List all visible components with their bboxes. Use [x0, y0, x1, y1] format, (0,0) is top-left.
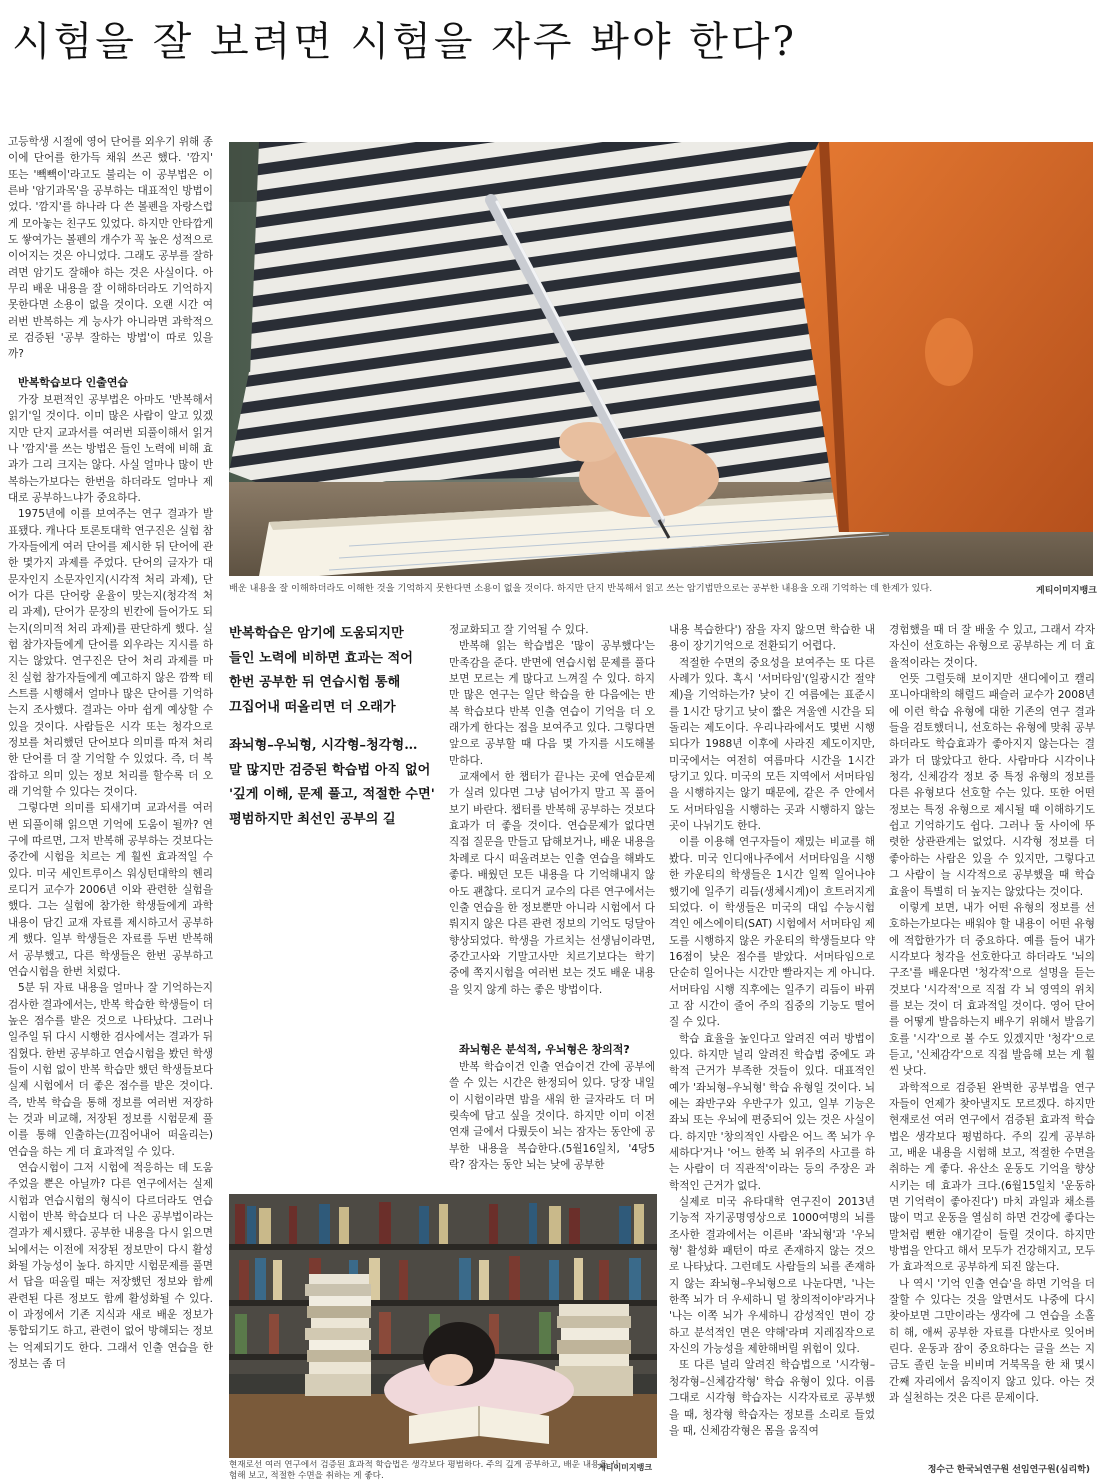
paragraph: 학습 효율을 높인다고 알려진 여러 방법이 있다. 하지만 널리 알려진 학습법 중에도 과학적 근거가 부족한 것들이 있다. 대표적인 예가 '좌뇌형–우뇌형' 학습 유형일 것이다. 뇌에는 좌반구와 우반구가 있고, 일부 기능은 좌뇌 또는 우뇌에 편중되어 있는 것은 사실이다. 하지만 '창의적인 사람은 어느 쪽 뇌가 우세하다'거나 '어느 한쪽 뇌 위주의 사고를 하는 사람이 더 직관적'이라는 등의 주장은 과학적인 근거가 없다.	[669, 1032, 875, 1192]
paragraph: 적절한 수면의 중요성을 보여주는 또 다른 사례가 있다. 혹시 '서머타임'(일광시간 절약제)을 기억하는가? 낮이 긴 여름에는 표준시를 1시간 당기고 낮이 짧은 겨울엔 시간을 되돌리는 제도이다. 우리나라에서도 몇번 시행되다가 1988년 이후에 사라진 제도이지만, 미국에서는 여전히 여름마다 시간을 1시간 당기고 있다. 미국의 모든 지역에서 서머타임을 시행하지는 않기 때문에, 같은 주 안에서도 서머타임을 시행하는 곳과 시행하지 않는 곳이 나뉘기도 한다.	[669, 656, 875, 833]
pull-quote-line: 한번 공부한 뒤 연습시험 통해	[229, 675, 401, 690]
paragraph: 반복해 읽는 학습법은 '많이 공부했다'는 만족감을 준다. 반면에 연습시험 문제를 풀다 보면 모르는 게 많다고 느껴질 수 있다. 하지만 많은 연구는 일단 학습을 한 다음에는 반복 학습보다 반복 인출 연습이 기억을 더 오래가게 한다는 점을 보여주고 있다. 그렇다면 앞으로 공부할 때 다음 몇 가지를 시도해볼 만하다.	[449, 640, 655, 767]
article-column-2	[449, 622, 655, 1042]
pull-quote-line: 반복학습은 암기에 도움되지만	[229, 626, 404, 641]
paragraph: 과학적으로 검증된 완벽한 공부법을 연구자들이 언제가 찾아낼지도 모르겠다. 하지만 현재로선 여러 연구에서 검증된 효과적 학습법은 생각보다 평범하다. 주의 깊게 공부하고, 배운 내용을 시험해 보고, 적절한 수면을 취하는 게 좋다. 유산소 운동도 기억을 향상시키는 데 효과가 크다.(6월15일치 '운동하면 기억력이 좋아진다') 마치 과일과 채소를 많이 먹고 운동을 열심히 하면 건강에 좋다는 말처럼 뻔한 얘기같이 들릴 것이다. 하지만 방법을 안다고 해서 모두가 건강해지고, 모두가 효과적으로 공부하게 되진 않는다.	[889, 1081, 1095, 1274]
pull-quote-line: 끄집어내 떠올리면 더 오래가	[229, 699, 396, 715]
paragraph: 실제로 미국 유타대학 연구진이 2013년 기능적 자기공명영상으로 1000여명의 뇌를 조사한 결과에서는 이른바 '좌뇌형'과 '우뇌형' 활성화 패턴이 따로 존재하지 않는 것으로 나타났다. 그런데도 사람들의 뇌를 존재하지 않는 좌뇌형–우뇌형으로 나눈다면, '나는 한쪽 뇌가 더 우세하니 덜 창의적이야'라거나 '나는 이쪽 뇌가 우세하니 감성적인 면이 강하고 분석적인 면은 약해'라며 지레짐작으로 자신의 가능성을 제한해버릴 위험이 있다.	[669, 1196, 875, 1356]
paragraph: 연습시험이 그저 시험에 적응하는 데 도움 주었을 뿐은 아닐까? 다른 연구에서는 실제 시험과 연습시험의 형식이 다르더라도 연습시험이 반복 학습보다 더 나은 공부법이라는 결과가 제시됐다. 공부한 내용을 다시 읽으면 뇌에서는 이전에 저장된 정보만이 다시 활성화될 가능성이 높다. 하지만 시험문제를 풀면서 답을 떠올릴 때는 저장했던 정보와 함께 관련된 다른 정보도 함께 활성화될 수 있다. 이 과정에서 기존 지식과 새로 배운 정보가 통합되기도 하고, 관련이 없어 방해되는 정보는 억제되기도 한다. 그래서 인출 연습을 한 정보는 좀 더	[8, 1161, 213, 1371]
photo1-credit: 게티이미지뱅크	[1036, 586, 1097, 596]
pull-quote-line: 말 많지만 검증된 학습법 아직 없어	[229, 762, 431, 778]
paragraph: 반복 학습이건 인출 연습이건 간에 공부에 쓸 수 있는 시간은 한정되어 있다. 당장 내일이 시험이라면 밤을 새워 한 글자라도 더 머릿속에 담고 싶을 것이다. 하지만 이미 이전 연재 글에서 다뤘듯이 뇌는 잠자는 동안에 공부한 내용을 복습한다.(5월16일치, '4당5락? 잠자는 동안 뇌는 낮에 공부한	[449, 1061, 655, 1172]
paragraph: 또 다른 널리 알려진 학습법으로 '시각형–청각형–신체감각형' 학습 유형이 있다. 이름 그대로 시각형 학습자는 시각자료로 공부했을 때, 청각형 학습자는 정보를 소리로 들었을 때, 신체감각형은 몸을 움직여	[669, 1359, 875, 1437]
paragraph: 그렇다면 의미를 되새기며 교과서를 여러번 되풀이해 읽으면 기억에 도움이 될까? 연구에 따르면, 그저 반복해 공부하는 것보다는 중간에 시험을 치르는 게 훨씬 효과적일 수 있다. 미국 세인트루이스 워싱턴대학의 헨리 로디거 교수가 2006년 이와 관련한 실험을 했다. 그는 실험에 참가한 학생들에게 과학 내용이 담긴 교재 자료를 제시하고서 공부하게 했다. 일부 학생들은 자료를 두번 반복해서 공부했고, 다른 학생들은 한번 공부하고 연습시험을 한번 치렀다.	[8, 802, 213, 978]
photo1-caption: 배운 내용을 잘 이해하더라도 이해한 것을 기억하지 못한다면 소용이 없을 것이다. 하지만 단지 반복해서 읽고 쓰는 암기법만으로는 공부한 내용을 오래 기억하는 데 한계가 있다.	[229, 583, 933, 594]
paragraph: 5분 뒤 자료 내용을 얼마나 잘 기억하는지 검사한 결과에서는, 반복 학습한 학생들이 더 높은 점수를 받은 것으로 나타났다. 그러나 일주일 뒤 다시 시행한 검사에서는 결과가 뒤집혔다. 한번 공부하고 연습시험을 봤던 학생들이 시험 없이 반복 학습만 했던 학생들보다 실제 시험에서 더 좋은 점수를 받은 것이다. 즉, 반복 학습을 통해 정보를 여러번 저장하는 것과 비교해, 저장된 정보를 시험문제 풀이를 통해 인출하는(끄집어내어 떠올리는) 연습을 하는 게 더 효과적일 수 있다.	[8, 982, 213, 1158]
article-column-1	[8, 134, 213, 1474]
pull-quote-line: 평범하지만 최선인 공부의 길	[229, 811, 396, 827]
subheading: 반복학습보다 인출연습	[18, 375, 129, 389]
pull-quote-line: 좌뇌형–우뇌형, 시각형–청각형…	[229, 738, 418, 753]
article-column-2-lower	[449, 1042, 655, 1178]
photo-student-library	[229, 1194, 657, 1458]
article-column-4	[889, 622, 1095, 1458]
photo2-caption: 현재로선 여러 연구에서 검증된 효과적 학습법은 생각보다 평범하다. 주의 깊게 공부하고, 배운 내용을 시험해 보고, 적절한 수면을 취하는 게 좋다.	[229, 1460, 619, 1481]
paragraph: 이렇게 보면, 내가 어떤 유형의 정보를 선호하는가보다는 배워야 할 내용이 어떤 유형에 적합한가가 더 중요하다. 예를 들어 내가 시각보다 청각을 선호한다고 하더라도 '뇌의 구조'를 배운다면 '청각적'으로 설명을 듣는 것보다 '시각적'으로 직접 각 뇌 영역의 위치를 보는 것이 더 효과적일 것이다. 영어 단어를 어떻게 발음하는지 배우기 위해서 발음기호를 '시각'으로 볼 수도 있겠지만 '청각'으로 듣고, '신체감각'으로 직접 발음해 보는 게 훨씬 낫다.	[889, 901, 1095, 1078]
paragraph: 정교화되고 잘 기억될 수 있다.	[449, 624, 589, 636]
byline: 정수근 한국뇌연구원 선임연구원(심리학)	[927, 1465, 1090, 1475]
photo2-credit: 게티이미지뱅크	[598, 1463, 653, 1472]
pull-quote-line: '깊게 이해, 문제 풀고, 적절한 수면'	[229, 787, 435, 802]
article-column-3	[669, 622, 875, 1478]
paragraph: 이를 이용해 연구자들이 재밌는 비교를 해봤다. 미국 인디애나주에서 서머타임을 시행한 카운티의 학생들은 1시간 일찍 일어나야 했기에 일주기 리듬(생체시계)이 흐트러지게 되었다. 이 학생들은 미국의 대입 수능시험 격인 에스에이티(SAT) 시험에서 서머타임 제도를 시행하지 않은 카운티의 학생들보다 약 16점이 낮은 점수를 받았다. 서머타임으로 단순히 일어나는 시간만 빨라지는 게 아니다. 서머타임 시행 직후에는 일주기 리듬이 바뀌고 잠 시간이 줄어 주의 집중의 기능도 떨어질 수 있다.	[669, 836, 875, 1029]
paragraph: 언뜻 그럴듯해 보이지만 샌디에이고 캘리포니아대학의 해럴드 패슬러 교수가 2008년에 이런 학습 유형에 대한 기존의 연구 결과들을 검토했더니, 선호하는 유형에 맞춰 공부하더라도 학습효과가 좋아지지 않는다는 결과가 더 많았다고 한다. 사람마다 시각이나 청각, 신체감각 정보 중 특정 유형의 정보를 다른 유형보다 선호할 수는 있다. 또한 어떤 정보는 특정 유형으로 제시될 때 이해하기도 쉽고 기억하기도 쉽다. 그러나 둘 사이에 뚜렷한 상관관계는 없었다. 시각형 정보를 더 좋아하는 사람은 있을 수 있지만, 그렇다고 그 사람이 늘 시각적으로 공부했을 때 학습 효율이 특별히 더 높지는 않았다는 것이다.	[889, 673, 1095, 898]
paragraph: 가장 보편적인 공부법은 아마도 '반복해서 읽기'일 것이다. 이미 많은 사람이 알고 있겠지만 단지 교과서를 여러번 되풀이해서 읽거나 '깜지'를 쓰는 방법은 들인 노력에 비해 효과가 그리 크지는 않다. 사실 얼마나 많이 반복하는가보다는 한번을 하더라도 얼마나 제대로 공부하느냐가 중요하다.	[8, 393, 213, 504]
paragraph: 내용 복습한다') 잠을 자지 않으면 학습한 내용이 장기기억으로 전환되기 어렵다.	[669, 624, 875, 653]
paragraph: 교재에서 한 챕터가 끝나는 곳에 연습문제가 실려 있다면 그냥 넘어가지 말고 꼭 풀어보기 바란다. 챕터를 반복해 공부하는 것보다 효과가 더 좋을 것이다. 연습문제가 없다면 직접 질문을 만들고 답해보거나, 배운 내용을 차례로 다시 떠올려보는 인출 연습을 해봐도 좋다. 배웠던 모든 내용을 다 기억해내지 않아도 괜찮다. 로디거 교수의 다른 연구에서는 인출 연습을 한 정보뿐만 아니라 시험에서 다뤄지지 않은 다른 관련 정보의 기억도 덩달아 향상되었다. 학생을 가르치는 선생님이라면, 중간고사와 기말고사만 치르기보다는 학기 중에 쪽지시험을 여러번 보는 것도 배운 내용을 잊지 않게 하는 좋은 방법이다.	[449, 771, 655, 996]
pull-quote-line: 들인 노력에 비하면 효과는 적어	[229, 650, 413, 666]
headline: 시험을 잘 보려면 시험을 자주 봐야 한다?	[12, 19, 797, 65]
paragraph: 경험했을 때 더 잘 배울 수 있고, 그래서 각자 자신이 선호하는 유형으로 공부하는 게 더 효율적이라는 것이다.	[889, 624, 1095, 669]
subheading: 좌뇌형은 분석적, 우뇌형은 창의적?	[459, 1043, 630, 1056]
paragraph: 고등학생 시절에 영어 단어를 외우기 위해 종이에 단어를 한가득 채워 쓰곤 했다. '깜지' 또는 '빽빽이'라고도 불리는 이 공부법은 이른바 '암기과목'을 공부하는 대표적인 방법이었다. '깜지'를 하나라 다 쓴 볼펜을 자랑스럽게 모아놓는 친구도 있었다. 하지만 안타깝게도 쌓여가는 볼펜의 개수가 꼭 높은 성적으로 이어지는 것은 아니었다. 그래도 공부를 잘하려면 암기도 잘해야 하는 것은 사실이다. 아무리 배운 내용을 잘 이해하더라도 기억하지 못한다면 소용이 없을 것이다. 오랜 시간 여러번 반복하는 게 능사가 아니라면 과학적으로 검증된 '공부 잘하는 방법'이 따로 있을까?	[8, 136, 213, 361]
pull-quote	[229, 622, 434, 832]
photo-student-writing	[229, 142, 1093, 576]
paragraph: 나 역시 '기억 인출 연습'을 하면 기억을 더 잘할 수 있다는 것을 알면서도 나중에 다시 찾아보면 그만이라는 생각에 그 연습을 소홀히 해, 애써 공부한 자료를 다반사로 잊어버린다. 운동과 잠이 중요하다는 글을 쓰는 지금도 졸린 눈을 비비며 거북목을 한 채 몇시간째 자리에서 움직이지 않고 있다. 아는 것과 실천하는 것은 다른 문제이다.	[889, 1277, 1095, 1405]
paragraph: 1975년에 이를 보여주는 연구 결과가 발표됐다. 캐나다 토론토대학 연구진은 실험 참가자들에게 여러 단어를 제시한 뒤 단어에 관한 몇가지 과제를 주었다. 단어의 글자가 대문자인지 소문자인지(시각적 처리 과제), 단어가 다른 단어랑 운율이 맞는지(청각적 처리 과제), 단어가 문장의 빈칸에 들어가도 되는지(의미적 처리 과제)를 판단하게 했다. 실험 참가자들에게 단어를 외우라는 지시를 하지는 않았다. 연구진은 단어 처리 과제를 마친 실험 참가자들에게 예고하지 않은 깜짝 테스트를 시행해서 얼마나 많은 단어를 기억하는지 조사했다. 결과는 아마 쉽게 예상할 수 있을 것이다. 사람들은 시각 또는 청각으로 정보를 처리했던 단어보다 의미를 따져 처리한 단어를 더 잘 기억할 수 있었다. 즉, 더 복잡하고 의미 있는 정보 처리를 할수록 더 오래 기억할 수 있다는 것이다.	[8, 508, 213, 799]
